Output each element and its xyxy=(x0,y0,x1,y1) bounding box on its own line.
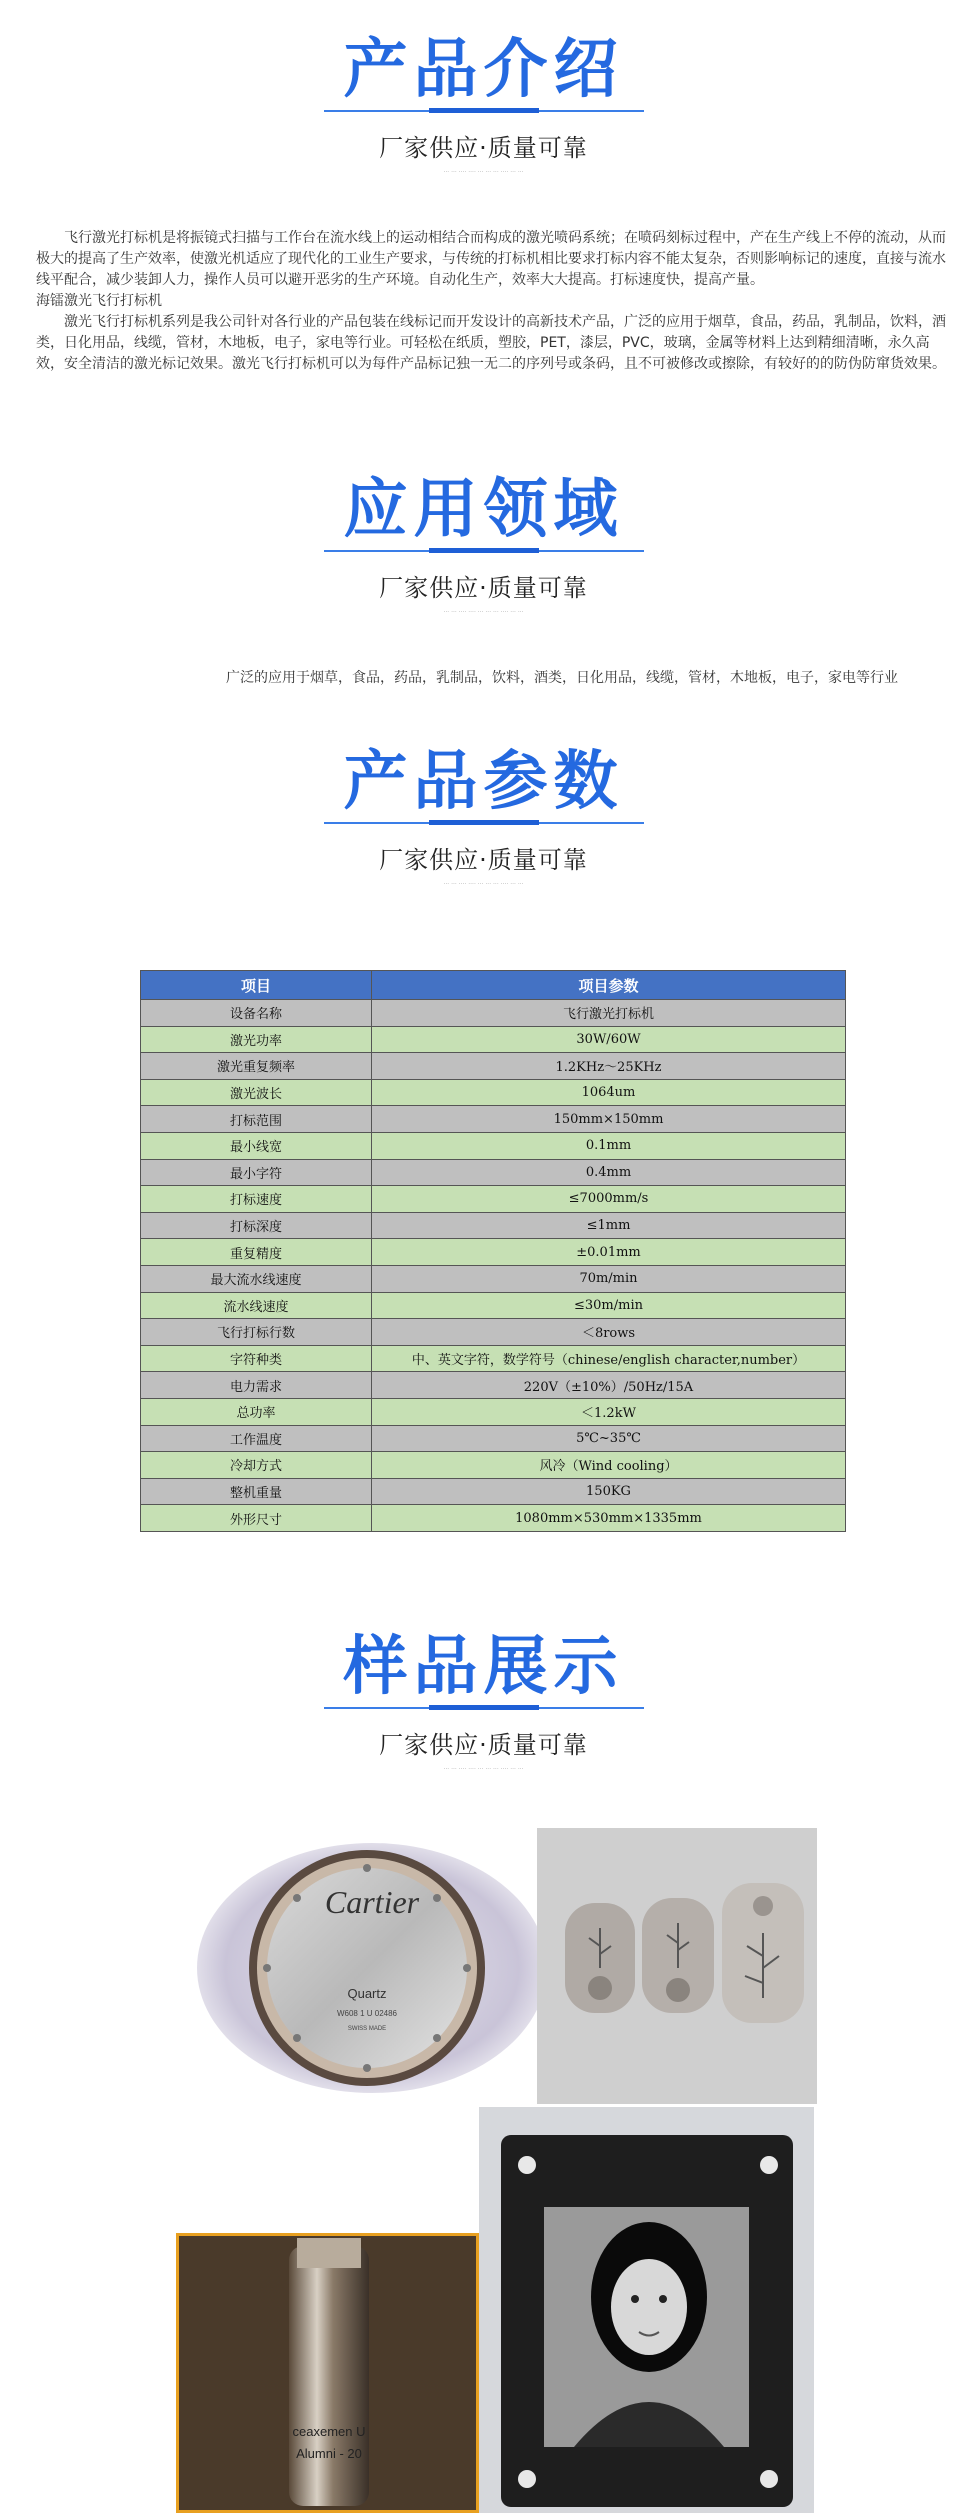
intro-paragraph-3: 激光飞行打标机系列是我公司针对各行业的产品包装在线标记而开发设计的高新技术产品，广泛的应用于烟草，食品，药品，乳制品，饮料，酒类，日化用品，线缆，管材，木地板，电子，家电等行业。可轻松在纸质，塑胶，PET，漆层，PVC，玻璃，金属等材料上达到精细清晰，永久高效，安全清洁的激光标记效果。激光飞行打标机可以为每件产品标记独一无二的序列号或条码，且不可被修改或擦除，有较好的的防伪防窜货效果。 xyxy=(36,314,946,372)
application-text: 广泛的应用于烟草，食品，药品，乳制品，饮料，酒类，日化用品，线缆，管材，木地板，电子，家电等行业 xyxy=(226,670,898,686)
section-header-params xyxy=(0,742,967,888)
sample-photo-watch xyxy=(197,1828,537,2100)
row-value: 风冷（Wind cooling） xyxy=(372,1452,846,1479)
table-row xyxy=(141,1372,846,1399)
row-label: 冷却方式 xyxy=(141,1452,372,1479)
row-label: 设备名称 xyxy=(141,1000,372,1027)
decorative-small-text: ··· ··· ···· ···· ··· ··· ··· ···· ··· ··· xyxy=(443,169,524,176)
section-header-application xyxy=(0,470,967,616)
table-row xyxy=(141,1478,846,1505)
section-title: 产品介绍 xyxy=(343,33,624,107)
row-label: 激光波长 xyxy=(141,1079,372,1106)
flask-engraving-line-1: ceaxemen U xyxy=(292,2424,366,2439)
table-row xyxy=(141,1026,846,1053)
table-row xyxy=(141,1079,846,1106)
section-title: 样品展示 xyxy=(343,1630,624,1704)
title-underline xyxy=(324,110,644,112)
section-title: 应用领域 xyxy=(343,473,624,547)
section-title: 产品参数 xyxy=(343,745,624,819)
table-row xyxy=(141,1053,846,1080)
title-underline xyxy=(324,550,644,552)
row-value: 1080mm×530mm×1335mm xyxy=(372,1505,846,1532)
row-label: 打标速度 xyxy=(141,1186,372,1213)
section-subtitle: 厂家供应·质量可靠 xyxy=(379,846,588,874)
table-row xyxy=(141,1398,846,1425)
row-value: ≤1mm xyxy=(372,1212,846,1239)
section-header-intro xyxy=(0,30,967,176)
table-row xyxy=(141,1000,846,1027)
row-value: 150KG xyxy=(372,1478,846,1505)
row-value: 1064um xyxy=(372,1079,846,1106)
row-label: 最大流水线速度 xyxy=(141,1265,372,1292)
table-row xyxy=(141,1106,846,1133)
sample-photo-portrait-plate xyxy=(479,2107,814,2513)
watch-model: Quartz xyxy=(347,1986,387,2001)
row-value: ≤30m/min xyxy=(372,1292,846,1319)
row-value: 220V（±10%）/50Hz/15A xyxy=(372,1372,846,1399)
row-value: ±0.01mm xyxy=(372,1239,846,1266)
watch-origin: SWISS MADE xyxy=(347,2026,387,2032)
sample-photo-usb-tags xyxy=(537,1828,817,2104)
table-row xyxy=(141,1345,846,1372)
title-underline xyxy=(324,1707,644,1709)
row-label: 外形尺寸 xyxy=(141,1505,372,1532)
title-underline xyxy=(324,822,644,824)
section-header-samples xyxy=(0,1627,967,1773)
row-value: 150mm×150mm xyxy=(372,1106,846,1133)
decorative-small-text: ··· ··· ···· ···· ··· ··· ··· ···· ··· ··· xyxy=(443,609,524,616)
row-value: 飞行激光打标机 xyxy=(372,1000,846,1027)
row-value: 中、英文字符，数学符号（chinese/english character,number） xyxy=(372,1345,846,1372)
section-subtitle: 厂家供应·质量可靠 xyxy=(379,1731,588,1759)
table-row xyxy=(141,1505,846,1532)
table-row xyxy=(141,1186,846,1213)
row-label: 整机重量 xyxy=(141,1478,372,1505)
spec-table xyxy=(140,970,846,1532)
spec-table-header xyxy=(141,971,846,1000)
watch-brand: Cartier xyxy=(324,1884,420,1920)
watch-serial: W608 1 U 02486 xyxy=(336,2009,398,2018)
row-value: 0.1mm xyxy=(372,1132,846,1159)
row-label: 字符种类 xyxy=(141,1345,372,1372)
table-row xyxy=(141,1159,846,1186)
row-value: 30W/60W xyxy=(372,1026,846,1053)
row-label: 最小线宽 xyxy=(141,1132,372,1159)
header-item: 项目 xyxy=(141,971,372,1000)
row-value: 5℃~35℃ xyxy=(372,1425,846,1452)
table-row xyxy=(141,1212,846,1239)
table-row xyxy=(141,1319,846,1346)
table-row xyxy=(141,1425,846,1452)
row-value: ≤7000mm/s xyxy=(372,1186,846,1213)
flask-engraving-line-2: Alumni - 20 xyxy=(296,2446,362,2461)
row-value: ＜1.2kW xyxy=(372,1398,846,1425)
table-row xyxy=(141,1452,846,1479)
row-label: 打标范围 xyxy=(141,1106,372,1133)
row-label: 飞行打标行数 xyxy=(141,1319,372,1346)
section-subtitle: 厂家供应·质量可靠 xyxy=(379,574,588,602)
row-label: 总功率 xyxy=(141,1398,372,1425)
row-label: 电力需求 xyxy=(141,1372,372,1399)
row-label: 工作温度 xyxy=(141,1425,372,1452)
row-label: 打标深度 xyxy=(141,1212,372,1239)
section-subtitle: 厂家供应·质量可靠 xyxy=(379,134,588,162)
intro-paragraphs xyxy=(36,228,956,375)
header-param: 项目参数 xyxy=(372,971,846,1000)
row-label: 流水线速度 xyxy=(141,1292,372,1319)
row-label: 激光功率 xyxy=(141,1026,372,1053)
row-value: 0.4mm xyxy=(372,1159,846,1186)
row-label: 最小字符 xyxy=(141,1159,372,1186)
row-value: 1.2KHz～25KHz xyxy=(372,1053,846,1080)
table-row xyxy=(141,1132,846,1159)
row-label: 激光重复频率 xyxy=(141,1053,372,1080)
decorative-small-text: ··· ··· ···· ···· ··· ··· ··· ···· ··· ··· xyxy=(443,1766,524,1773)
decorative-small-text: ··· ··· ···· ···· ··· ··· ··· ···· ··· ··· xyxy=(443,881,524,888)
row-label: 重复精度 xyxy=(141,1239,372,1266)
table-row xyxy=(141,1239,846,1266)
sample-photo-flask xyxy=(176,2233,479,2513)
table-row xyxy=(141,1292,846,1319)
intro-paragraph-2: 海镭激光飞行打标机 xyxy=(36,293,162,309)
table-row xyxy=(141,1265,846,1292)
row-value: ＜8rows xyxy=(372,1319,846,1346)
intro-paragraph-1: 飞行激光打标机是将振镜式扫描与工作台在流水线上的运动相结合而构成的激光喷码系统；在喷码刻标过程中，产在生产线上不停的流动，从而极大的提高了生产效率，使激光机适应了现代化的工业生产要求，与传统的打标机相比要求打标内容不能太复杂，否则影响标记的速度，直接与流水线平配合，减少装卸人力，操作人员可以避开恶劣的生产环境。自动化生产，效率大大提高。打标速度快，提高产量。 xyxy=(36,230,946,288)
row-value: 70m/min xyxy=(372,1265,846,1292)
